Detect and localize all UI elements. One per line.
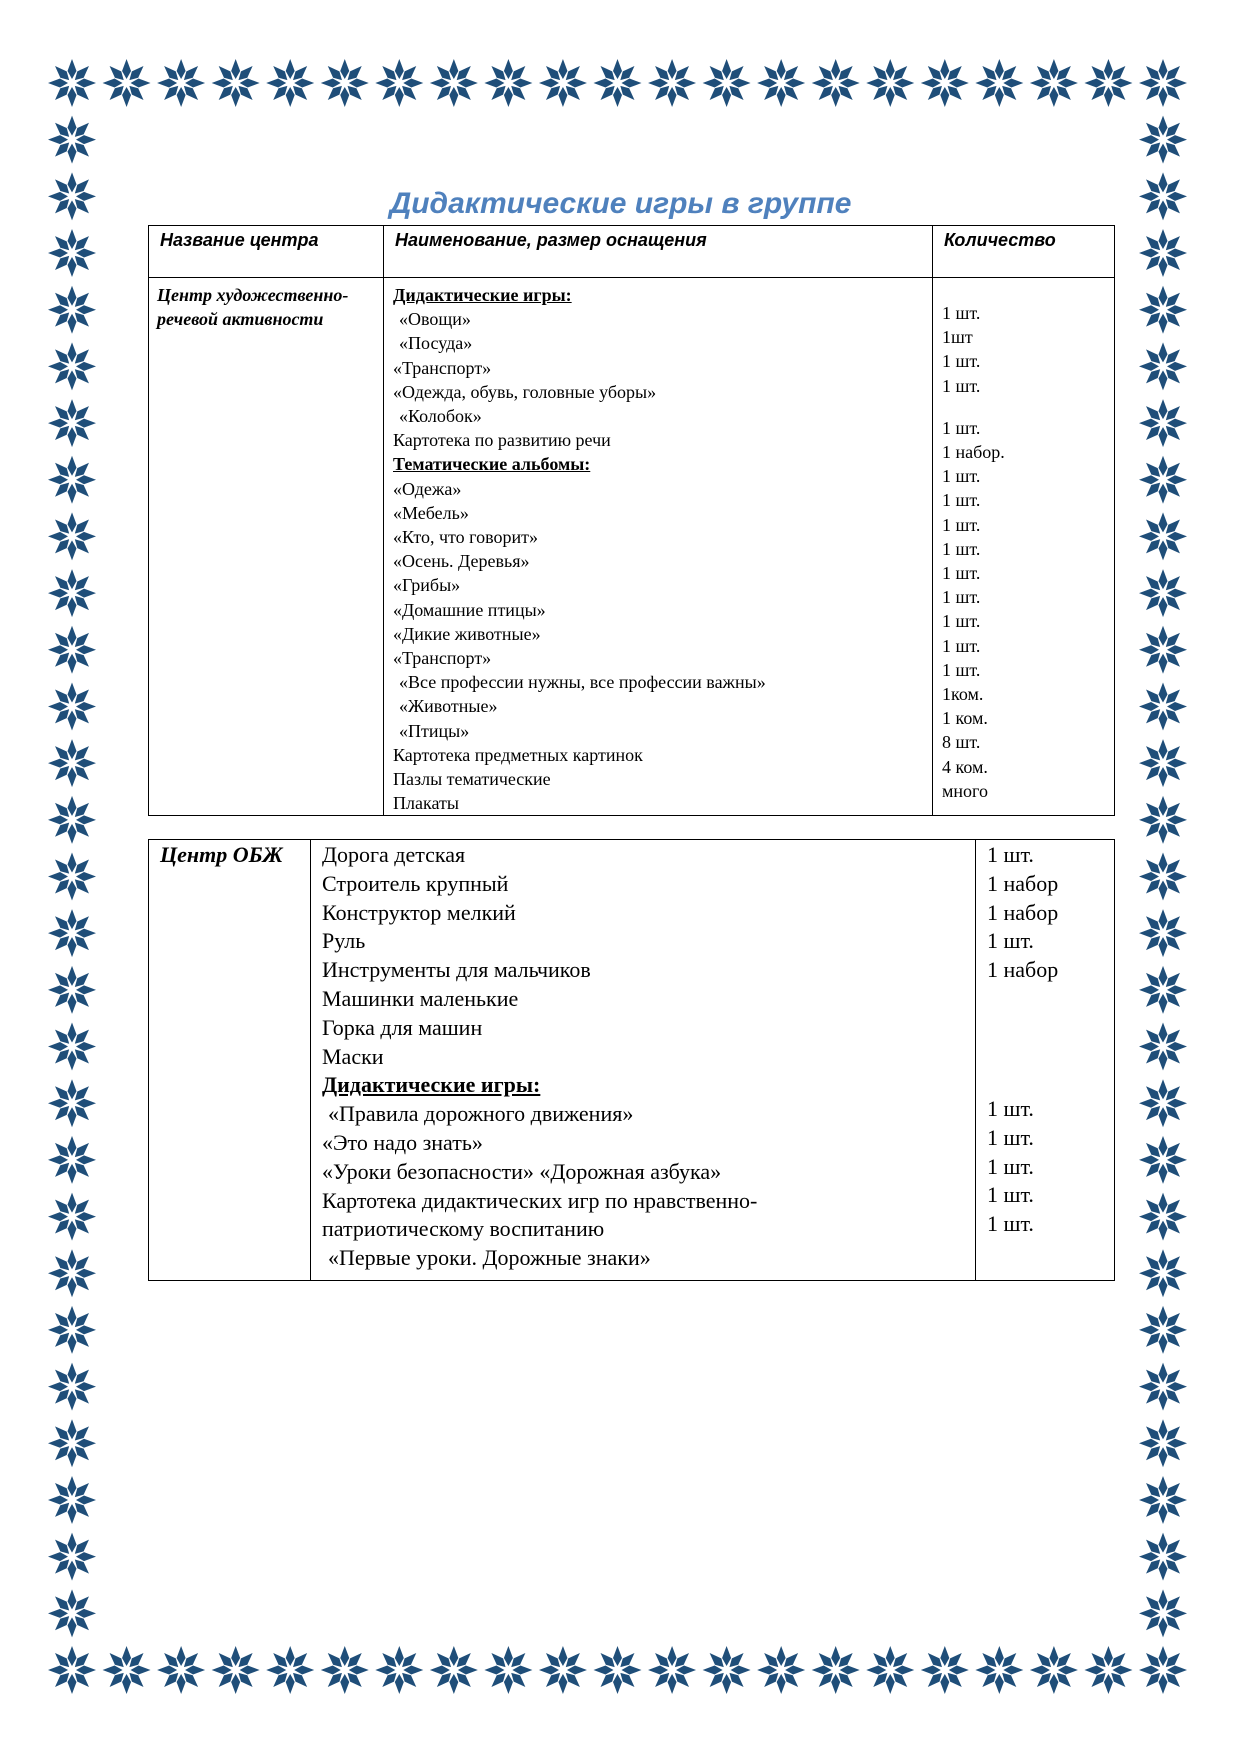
section-heading: Дидактические игры: (322, 1072, 541, 1098)
item-text: «Осень. Деревья» (393, 551, 530, 572)
snowflake-icon (48, 1136, 96, 1184)
item-text: «Уроки безопасности» «Дорожная азбука» (322, 1158, 722, 1184)
item-quantity: 1 шт. (987, 1211, 1034, 1237)
center-name-speech: Центр художественно-речевой активности (149, 278, 384, 816)
item-quantity: 1 шт. (942, 466, 981, 487)
header-quantity: Количество (933, 226, 1115, 278)
snowflake-icon (484, 1646, 532, 1694)
snowflake-icon (157, 1646, 205, 1694)
snowflake-icon (866, 1646, 914, 1694)
item-text: Горка для машин (322, 1014, 483, 1040)
snowflake-icon (1139, 1419, 1187, 1467)
snowflake-icon (594, 1646, 642, 1694)
snowflake-icon (1139, 569, 1187, 617)
table-header-row (149, 226, 1115, 278)
snowflake-icon (48, 456, 96, 504)
snowflake-icon (48, 1249, 96, 1297)
item-text: «Домашние птицы» (393, 599, 546, 620)
item-text: Плакаты (393, 793, 459, 814)
item-quantity: 1 набор. (942, 442, 1005, 463)
item-text: «Первые уроки. Дорожные знаки» (328, 1245, 651, 1271)
item-quantity: 1 шт. (987, 1095, 1034, 1121)
snowflake-icon (48, 1476, 96, 1524)
item-line (322, 1187, 967, 1216)
item-line (393, 428, 924, 452)
page-title: Дидактические игры в группе (389, 187, 852, 220)
item-line (322, 1129, 967, 1158)
snowflake-icon (266, 59, 314, 107)
snowflake-icon (48, 1193, 96, 1241)
snowflake-icon (321, 59, 369, 107)
item-line (322, 1100, 967, 1129)
item-line (393, 791, 924, 815)
item-text: «Все профессии нужны, все профессии важны» (399, 672, 766, 693)
item-line (393, 477, 924, 501)
snowflake-icon (103, 1646, 151, 1694)
snowflake-icon (975, 59, 1023, 107)
item-line (393, 525, 924, 549)
snowflake-icon (1139, 342, 1187, 390)
snowflake-icon (48, 512, 96, 560)
snowflake-icon (1139, 512, 1187, 560)
snowflake-icon (1139, 966, 1187, 1014)
snowflake-icon (1139, 1646, 1187, 1694)
item-line (393, 719, 924, 743)
item-line (393, 767, 924, 791)
snowflake-icon (1139, 59, 1187, 107)
snowflake-icon (48, 682, 96, 730)
snowflake-icon (48, 59, 96, 107)
snowflake-icon (48, 966, 96, 1014)
snowflake-icon (921, 59, 969, 107)
section-heading: Тематические альбомы: (393, 454, 591, 475)
items-column (384, 278, 933, 816)
item-quantity: 1 шт. (942, 514, 981, 535)
equipment-table-obzh (148, 839, 1115, 1281)
snowflake-icon (1139, 1476, 1187, 1524)
item-line (322, 927, 967, 956)
snowflake-icon (1139, 796, 1187, 844)
snowflake-icon (1139, 286, 1187, 334)
snowflake-icon (1139, 229, 1187, 277)
header-equipment: Наименование, размер оснащения (384, 226, 933, 278)
item-quantity: 1 набор (987, 957, 1059, 983)
item-quantity: 1 набор (987, 870, 1059, 896)
quantity-column (976, 840, 1115, 1281)
item-line (322, 1014, 967, 1043)
item-text: Дорога детская (322, 842, 466, 867)
snowflake-icon (703, 1646, 751, 1694)
item-quantity: 4 ком. (942, 756, 988, 777)
snowflake-icon (648, 1646, 696, 1694)
item-text: Строитель крупный (322, 870, 509, 896)
snowflake-icon (975, 1646, 1023, 1694)
snowflake-icon (812, 59, 860, 107)
item-text: Руль (322, 928, 366, 954)
snowflake-icon (812, 1646, 860, 1694)
snowflake-icon (1030, 1646, 1078, 1694)
item-line (393, 501, 924, 525)
snowflake-icon (1139, 909, 1187, 957)
snowflake-icon (375, 59, 423, 107)
item-line (393, 573, 924, 597)
item-text: «Колобок» (399, 406, 482, 427)
item-line (322, 1215, 967, 1244)
table-row (149, 840, 1115, 1281)
snowflake-icon (48, 569, 96, 617)
item-quantity: 1 шт. (987, 1124, 1034, 1150)
item-quantity: 1ком. (942, 684, 984, 705)
item-quantity: 1 шт. (942, 375, 981, 396)
snowflake-icon (1084, 1646, 1132, 1694)
items-column (311, 840, 976, 1281)
snowflake-icon (539, 59, 587, 107)
section-heading: Дидактические игры: (393, 285, 572, 305)
item-quantity: 8 шт. (942, 732, 981, 753)
item-line (393, 670, 924, 694)
item-text: Картотека предметных картинок (393, 744, 643, 765)
snowflake-icon (1030, 59, 1078, 107)
snowflake-icon (48, 1306, 96, 1354)
snowflake-icon (1139, 626, 1187, 674)
snowflake-icon (757, 1646, 805, 1694)
snowflake-icon (1139, 1136, 1187, 1184)
snowflake-icon (430, 59, 478, 107)
item-line (393, 646, 924, 670)
snowflake-icon (1139, 853, 1187, 901)
item-text: «Одежа» (393, 478, 462, 499)
snowflake-icon (48, 909, 96, 957)
snowflake-icon (157, 59, 205, 107)
item-text: «Одежда, обувь, головные уборы» (393, 381, 657, 402)
item-line (322, 899, 967, 928)
item-text: Маски (322, 1043, 384, 1069)
snowflake-icon (48, 399, 96, 447)
item-line (322, 841, 967, 870)
snowflake-icon (48, 739, 96, 787)
snowflake-icon (484, 59, 532, 107)
item-line (393, 694, 924, 718)
item-quantity: 1 шт. (987, 928, 1034, 954)
item-quantity: 1 шт. (942, 659, 981, 680)
item-text: «Посуда» (399, 333, 473, 354)
snowflake-icon (48, 229, 96, 277)
snowflake-icon (1139, 1249, 1187, 1297)
snowflake-icon (1139, 1079, 1187, 1127)
item-text: «Мебель» (393, 502, 469, 523)
snowflake-icon (1084, 59, 1132, 107)
snowflake-icon (430, 1646, 478, 1694)
snowflake-icon (648, 59, 696, 107)
item-text: «Дикие животные» (393, 623, 541, 644)
snowflake-icon (48, 1023, 96, 1071)
snowflake-icon (48, 853, 96, 901)
snowflake-icon (48, 1589, 96, 1637)
item-quantity (942, 283, 1106, 301)
snowflake-icon (48, 342, 96, 390)
item-line (393, 283, 924, 307)
item-text: «Транспорт» (393, 648, 492, 669)
item-text: «Птицы» (399, 720, 470, 741)
snowflake-icon (594, 59, 642, 107)
item-quantity: 1 шт. (942, 635, 981, 656)
quantity-column (933, 278, 1115, 816)
snowflake-icon (1139, 1589, 1187, 1637)
item-line (322, 956, 967, 985)
snowflake-icon (1139, 456, 1187, 504)
item-text: Конструктор мелкий (322, 899, 516, 925)
item-line (322, 1244, 967, 1273)
item-line (393, 404, 924, 428)
item-quantity (987, 1051, 1106, 1073)
item-text: Картотека по развитию речи (393, 430, 611, 451)
item-line (393, 331, 924, 355)
snowflake-icon (1139, 1023, 1187, 1071)
snowflake-icon (48, 286, 96, 334)
item-text: Пазлы тематические (393, 769, 551, 790)
equipment-table-speech (148, 225, 1115, 816)
item-quantity: 1 набор (987, 899, 1059, 925)
snowflake-icon (48, 1646, 96, 1694)
item-quantity: 1 шт. (987, 1182, 1034, 1208)
item-quantity: 1 шт. (942, 611, 981, 632)
snowflake-icon (1139, 1306, 1187, 1354)
snowflake-icon (375, 1646, 423, 1694)
item-quantity: много (942, 780, 988, 801)
snowflake-icon (48, 1363, 96, 1411)
item-quantity: 1 шт. (942, 303, 981, 323)
snowflake-icon (757, 59, 805, 107)
snowflake-icon (48, 626, 96, 674)
item-text: Машинки маленькие (322, 985, 519, 1011)
snowflake-icon (1139, 116, 1187, 164)
item-quantity: 1 шт. (987, 1153, 1034, 1179)
snowflake-icon (48, 1419, 96, 1467)
item-line (393, 549, 924, 573)
item-text: «Правила дорожного движения» (328, 1101, 634, 1127)
snowflake-icon (212, 1646, 260, 1694)
item-line (322, 870, 967, 899)
snowflake-icon (1139, 1363, 1187, 1411)
snowflake-icon (1139, 682, 1187, 730)
item-quantity (987, 1007, 1106, 1029)
snowflake-icon (48, 1533, 96, 1581)
item-line (393, 622, 924, 646)
item-line (322, 1158, 967, 1187)
snowflake-icon (539, 1646, 587, 1694)
item-text: патриотическому воспитанию (322, 1216, 605, 1242)
table-row (149, 278, 1115, 816)
snowflake-icon (48, 1079, 96, 1127)
snowflake-icon (703, 59, 751, 107)
snowflake-icon (321, 1646, 369, 1694)
item-text: «Это надо знать» (322, 1129, 483, 1155)
item-line (393, 380, 924, 404)
item-text: «Животные» (399, 696, 498, 717)
item-quantity: 1 шт. (942, 563, 981, 584)
item-text: «Кто, что говорит» (393, 527, 538, 548)
snowflake-icon (103, 59, 151, 107)
item-line (393, 743, 924, 767)
snowflake-icon (866, 59, 914, 107)
item-quantity: 1 шт. (942, 417, 981, 438)
snowflake-icon (1139, 739, 1187, 787)
item-line (393, 452, 924, 476)
item-quantity (987, 985, 1106, 1007)
snowflake-icon (212, 59, 260, 107)
item-text: «Транспорт» (393, 357, 492, 378)
item-quantity: 1 шт. (987, 842, 1034, 867)
snowflake-icon (1139, 399, 1187, 447)
item-line (393, 598, 924, 622)
item-line (393, 307, 924, 331)
snowflake-icon (266, 1646, 314, 1694)
item-quantity: 1 шт. (942, 587, 981, 608)
snowflake-icon (48, 116, 96, 164)
item-quantity: 1шт (942, 327, 973, 348)
item-text: Картотека дидактических игр по нравственно- (322, 1187, 758, 1213)
item-text: «Овощи» (399, 309, 471, 330)
item-quantity (987, 1029, 1106, 1051)
snowflake-icon (1139, 1193, 1187, 1241)
item-text: «Грибы» (393, 575, 461, 596)
snowflake-icon (1139, 1533, 1187, 1581)
item-quantity (942, 398, 1106, 416)
item-text: Инструменты для мальчиков (322, 957, 591, 983)
snowflake-icon (48, 796, 96, 844)
item-line (322, 1043, 967, 1072)
item-quantity (987, 1073, 1106, 1095)
item-line (322, 985, 967, 1014)
snowflake-icon (921, 1646, 969, 1694)
item-quantity: 1 шт. (942, 538, 981, 559)
item-quantity: 1 шт. (942, 351, 981, 372)
item-quantity: 1 шт. (942, 490, 981, 511)
item-line (393, 356, 924, 380)
item-line (322, 1071, 967, 1100)
item-quantity: 1 ком. (942, 708, 988, 729)
header-center-name: Название центра (149, 226, 384, 278)
center-name-obzh: Центр ОБЖ (149, 840, 311, 1281)
